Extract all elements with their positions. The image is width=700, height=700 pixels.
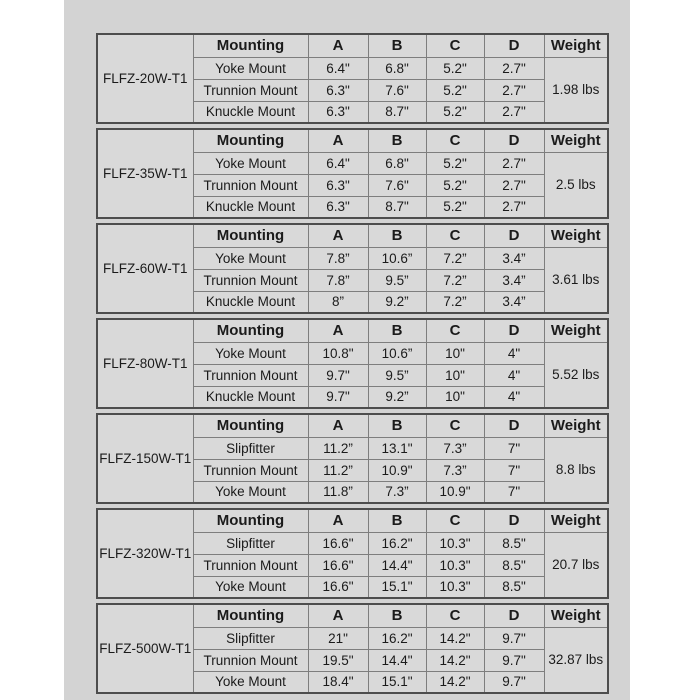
dimension-c: 5.2" (426, 152, 484, 174)
weight-value: 5.52 lbs (544, 342, 608, 408)
column-header-a: A (308, 604, 368, 627)
column-header-c: C (426, 224, 484, 247)
dimension-b: 16.2" (368, 532, 426, 554)
weight-value: 3.61 lbs (544, 247, 608, 313)
mounting-type: Trunnion Mount (193, 649, 308, 671)
dimension-a: 6.3" (308, 174, 368, 196)
dimension-d: 4" (484, 342, 544, 364)
mounting-type: Yoke Mount (193, 576, 308, 598)
dimension-d: 4" (484, 386, 544, 408)
mounting-type: Yoke Mount (193, 481, 308, 503)
dimension-a: 6.3" (308, 196, 368, 218)
weight-value: 8.8 lbs (544, 437, 608, 503)
dimension-c: 7.2” (426, 269, 484, 291)
dimension-d: 2.7" (484, 152, 544, 174)
column-header-mounting: Mounting (193, 509, 308, 532)
dimension-d: 2.7" (484, 196, 544, 218)
dimension-c: 5.2" (426, 79, 484, 101)
column-header-mounting: Mounting (193, 34, 308, 57)
mounting-type: Knuckle Mount (193, 196, 308, 218)
dimension-b: 13.1" (368, 437, 426, 459)
spec-table-section (96, 508, 609, 599)
mounting-type: Slipfitter (193, 532, 308, 554)
column-header-mounting: Mounting (193, 224, 308, 247)
column-header-d: D (484, 509, 544, 532)
dimension-d: 3.4” (484, 247, 544, 269)
dimension-b: 16.2" (368, 627, 426, 649)
spec-table-section (96, 223, 609, 314)
dimension-a: 16.6" (308, 554, 368, 576)
model-label: FLFZ-150W-T1 (97, 414, 193, 503)
table-header-row (97, 34, 608, 57)
spec-tables (96, 33, 607, 698)
mounting-type: Slipfitter (193, 437, 308, 459)
dimension-a: 16.6" (308, 532, 368, 554)
table-header-row (97, 414, 608, 437)
model-label: FLFZ-60W-T1 (97, 224, 193, 313)
spec-table-section (96, 603, 609, 694)
mounting-type: Trunnion Mount (193, 364, 308, 386)
weight-value: 1.98 lbs (544, 57, 608, 123)
mounting-type: Slipfitter (193, 627, 308, 649)
dimension-b: 10.6” (368, 247, 426, 269)
mounting-type: Yoke Mount (193, 57, 308, 79)
dimension-d: 2.7" (484, 101, 544, 123)
dimension-d: 3.4” (484, 291, 544, 313)
column-header-weight: Weight (544, 34, 608, 57)
column-header-c: C (426, 604, 484, 627)
dimension-b: 15.1" (368, 671, 426, 693)
column-header-weight: Weight (544, 604, 608, 627)
column-header-mounting: Mounting (193, 319, 308, 342)
dimension-a: 7.8” (308, 269, 368, 291)
dimension-b: 9.5” (368, 269, 426, 291)
dimension-c: 10" (426, 386, 484, 408)
dimension-c: 10.3" (426, 576, 484, 598)
mounting-type: Knuckle Mount (193, 386, 308, 408)
column-header-a: A (308, 224, 368, 247)
dimension-b: 8.7" (368, 196, 426, 218)
dimension-c: 7.3” (426, 437, 484, 459)
dimension-d: 7" (484, 437, 544, 459)
column-header-b: B (368, 224, 426, 247)
mounting-type: Trunnion Mount (193, 554, 308, 576)
dimension-b: 14.4" (368, 649, 426, 671)
dimension-a: 9.7" (308, 364, 368, 386)
dimension-d: 8.5" (484, 576, 544, 598)
spec-table-section (96, 413, 609, 504)
weight-value: 32.87 lbs (544, 627, 608, 693)
dimension-d: 4" (484, 364, 544, 386)
dimension-c: 10" (426, 342, 484, 364)
dimension-c: 5.2" (426, 101, 484, 123)
dimension-c: 7.3” (426, 459, 484, 481)
mounting-type: Yoke Mount (193, 342, 308, 364)
dimension-a: 10.8" (308, 342, 368, 364)
mounting-type: Yoke Mount (193, 247, 308, 269)
model-label: FLFZ-80W-T1 (97, 319, 193, 408)
column-header-b: B (368, 129, 426, 152)
dimension-a: 9.7" (308, 386, 368, 408)
mounting-type: Trunnion Mount (193, 174, 308, 196)
dimension-b: 10.9" (368, 459, 426, 481)
dimension-b: 7.3” (368, 481, 426, 503)
column-header-a: A (308, 509, 368, 532)
dimension-d: 2.7" (484, 174, 544, 196)
weight-value: 20.7 lbs (544, 532, 608, 598)
dimension-c: 10" (426, 364, 484, 386)
column-header-c: C (426, 34, 484, 57)
column-header-mounting: Mounting (193, 414, 308, 437)
dimension-a: 11.8” (308, 481, 368, 503)
table-header-row (97, 509, 608, 532)
column-header-weight: Weight (544, 319, 608, 342)
column-header-a: A (308, 34, 368, 57)
column-header-a: A (308, 319, 368, 342)
mounting-type: Knuckle Mount (193, 291, 308, 313)
dimension-b: 9.2” (368, 291, 426, 313)
column-header-d: D (484, 129, 544, 152)
table-header-row (97, 224, 608, 247)
dimension-d: 2.7" (484, 57, 544, 79)
dimension-a: 6.4" (308, 152, 368, 174)
mounting-type: Trunnion Mount (193, 269, 308, 291)
dimension-a: 21" (308, 627, 368, 649)
dimension-b: 6.8" (368, 57, 426, 79)
dimension-a: 11.2” (308, 437, 368, 459)
column-header-d: D (484, 414, 544, 437)
column-header-b: B (368, 34, 426, 57)
dimension-b: 9.2” (368, 386, 426, 408)
column-header-d: D (484, 319, 544, 342)
dimension-a: 7.8” (308, 247, 368, 269)
dimension-a: 6.4" (308, 57, 368, 79)
column-header-c: C (426, 414, 484, 437)
dimension-c: 5.2" (426, 196, 484, 218)
dimension-d: 8.5" (484, 532, 544, 554)
column-header-c: C (426, 129, 484, 152)
spec-table-section (96, 128, 609, 219)
dimension-c: 5.2" (426, 57, 484, 79)
table-header-row (97, 129, 608, 152)
dimension-a: 16.6" (308, 576, 368, 598)
dimension-d: 3.4” (484, 269, 544, 291)
column-header-d: D (484, 604, 544, 627)
column-header-d: D (484, 34, 544, 57)
column-header-weight: Weight (544, 129, 608, 152)
column-header-a: A (308, 129, 368, 152)
weight-value: 2.5 lbs (544, 152, 608, 218)
dimension-b: 7.6" (368, 79, 426, 101)
mounting-type: Yoke Mount (193, 671, 308, 693)
dimension-c: 14.2" (426, 649, 484, 671)
model-label: FLFZ-320W-T1 (97, 509, 193, 598)
mounting-type: Trunnion Mount (193, 79, 308, 101)
model-label: FLFZ-35W-T1 (97, 129, 193, 218)
dimension-d: 8.5" (484, 554, 544, 576)
dimension-b: 14.4" (368, 554, 426, 576)
dimension-b: 6.8" (368, 152, 426, 174)
dimension-c: 10.3" (426, 554, 484, 576)
column-header-weight: Weight (544, 509, 608, 532)
mounting-type: Trunnion Mount (193, 459, 308, 481)
dimension-d: 7" (484, 481, 544, 503)
column-header-c: C (426, 509, 484, 532)
dimension-c: 7.2” (426, 247, 484, 269)
column-header-c: C (426, 319, 484, 342)
dimension-b: 10.6” (368, 342, 426, 364)
column-header-weight: Weight (544, 224, 608, 247)
dimension-a: 8” (308, 291, 368, 313)
column-header-a: A (308, 414, 368, 437)
dimension-a: 11.2” (308, 459, 368, 481)
mounting-type: Yoke Mount (193, 152, 308, 174)
column-header-b: B (368, 414, 426, 437)
dimension-b: 15.1" (368, 576, 426, 598)
column-header-b: B (368, 604, 426, 627)
dimension-c: 14.2" (426, 627, 484, 649)
table-header-row (97, 604, 608, 627)
dimension-c: 7.2” (426, 291, 484, 313)
dimension-a: 19.5" (308, 649, 368, 671)
dimension-b: 7.6" (368, 174, 426, 196)
spec-table-section (96, 318, 609, 409)
model-label: FLFZ-500W-T1 (97, 604, 193, 693)
dimension-c: 10.3" (426, 532, 484, 554)
dimension-d: 9.7" (484, 649, 544, 671)
spec-table-section (96, 33, 609, 124)
model-label: FLFZ-20W-T1 (97, 34, 193, 123)
dimension-c: 14.2" (426, 671, 484, 693)
column-header-mounting: Mounting (193, 129, 308, 152)
column-header-mounting: Mounting (193, 604, 308, 627)
dimension-a: 18.4" (308, 671, 368, 693)
dimension-d: 9.7" (484, 627, 544, 649)
dimension-d: 9.7" (484, 671, 544, 693)
table-header-row (97, 319, 608, 342)
column-header-b: B (368, 509, 426, 532)
column-header-weight: Weight (544, 414, 608, 437)
dimension-a: 6.3" (308, 101, 368, 123)
dimension-b: 8.7" (368, 101, 426, 123)
dimension-d: 7" (484, 459, 544, 481)
dimension-c: 10.9" (426, 481, 484, 503)
dimension-b: 9.5” (368, 364, 426, 386)
dimension-c: 5.2" (426, 174, 484, 196)
mounting-type: Knuckle Mount (193, 101, 308, 123)
dimension-a: 6.3" (308, 79, 368, 101)
column-header-b: B (368, 319, 426, 342)
column-header-d: D (484, 224, 544, 247)
dimension-d: 2.7" (484, 79, 544, 101)
